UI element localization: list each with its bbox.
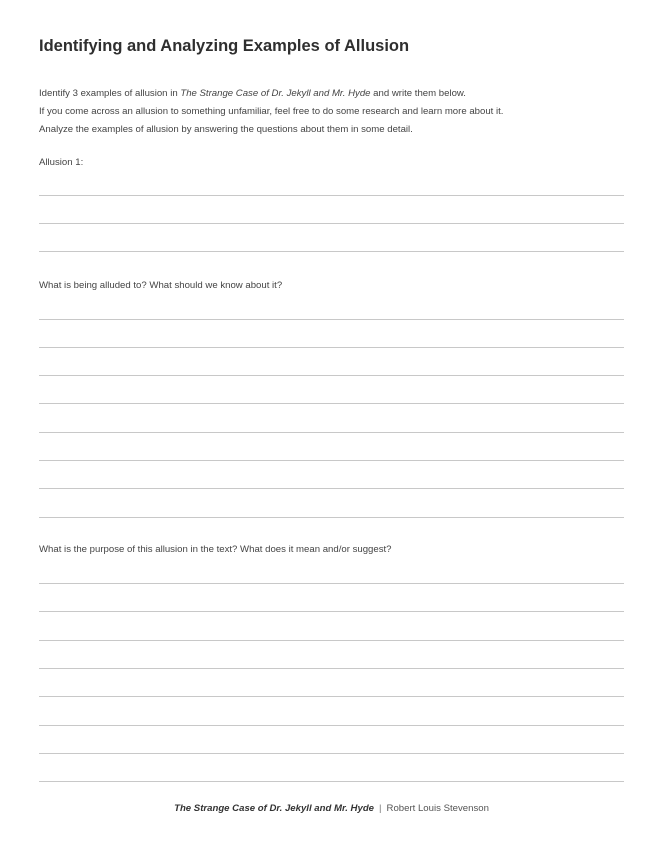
instruction-text: Identify 3 examples of allusion in bbox=[39, 88, 181, 99]
writing-line bbox=[39, 488, 624, 489]
instructions bbox=[39, 85, 503, 139]
instruction-line-2: If you come across an allusion to something unfamiliar, feel free to do some research and learn more about it. bbox=[39, 106, 504, 117]
footer-separator: | bbox=[379, 803, 382, 814]
writing-line bbox=[39, 781, 624, 782]
writing-line bbox=[39, 696, 624, 697]
writing-line bbox=[39, 583, 624, 584]
writing-line bbox=[39, 432, 624, 433]
footer-book-title: The Strange Case of Dr. Jekyll and Mr. Hyde bbox=[174, 803, 375, 814]
writing-line bbox=[39, 223, 624, 224]
writing-line bbox=[39, 460, 624, 461]
allusion-1-label: Allusion 1: bbox=[39, 157, 84, 168]
writing-line bbox=[39, 375, 624, 376]
instruction-line-3: Analyze the examples of allusion by answering the questions about them in some detail. bbox=[39, 124, 413, 135]
instruction-text: and write them below. bbox=[370, 88, 466, 99]
footer-author: Robert Louis Stevenson bbox=[386, 803, 489, 814]
writing-line bbox=[39, 725, 624, 726]
purpose-question: What is the purpose of this allusion in the text? What does it mean and/or suggest? bbox=[39, 544, 392, 555]
instruction-line-1 bbox=[39, 85, 503, 103]
book-title: The Strange Case of Dr. Jekyll and Mr. Hyde bbox=[180, 88, 371, 99]
writing-line bbox=[39, 251, 624, 252]
alluded-to-question: What is being alluded to? What should we know about it? bbox=[39, 280, 283, 291]
page-title: Identifying and Analyzing Examples of Allusion bbox=[39, 37, 410, 55]
writing-line bbox=[39, 347, 624, 348]
writing-line bbox=[39, 753, 624, 754]
writing-line bbox=[39, 195, 624, 196]
writing-line bbox=[39, 668, 624, 669]
page-footer bbox=[0, 803, 663, 814]
writing-line bbox=[39, 403, 624, 404]
writing-line bbox=[39, 517, 624, 518]
writing-line bbox=[39, 640, 624, 641]
writing-line bbox=[39, 319, 624, 320]
writing-line bbox=[39, 611, 624, 612]
